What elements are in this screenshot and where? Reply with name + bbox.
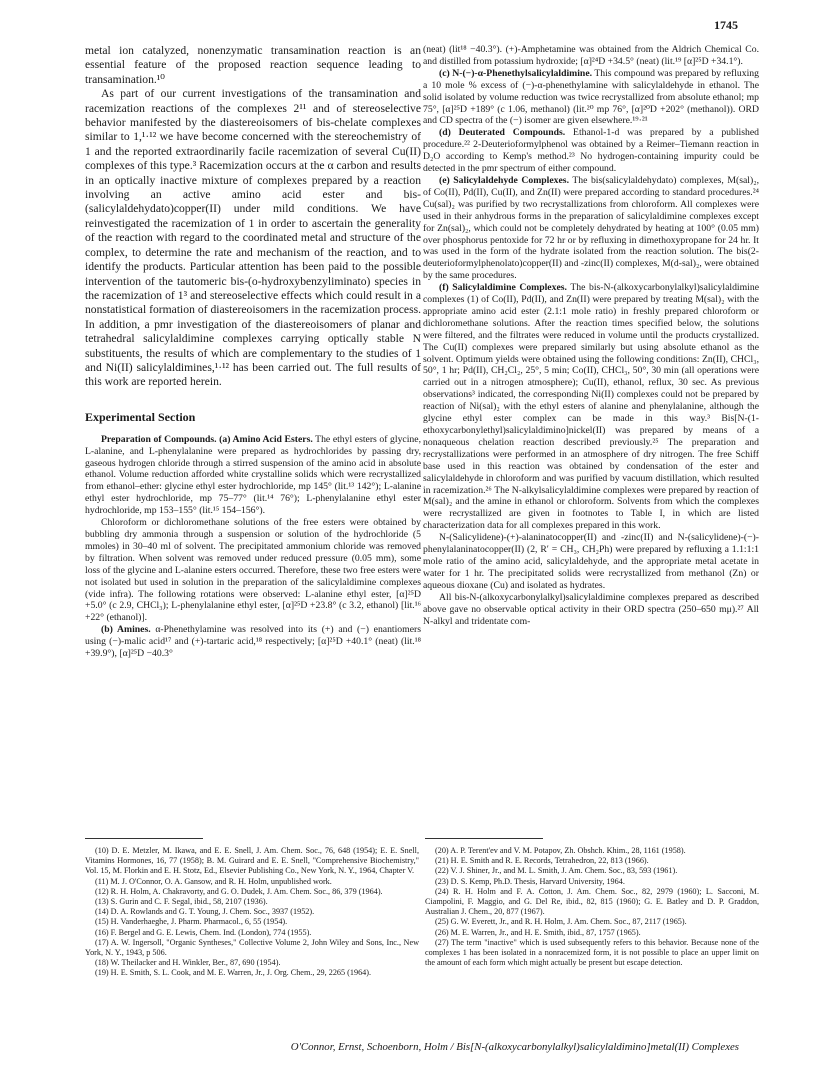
intro-paragraph: metal ion catalyzed, nonenzymatic transamination reaction is an essential feature of the proposed reaction sequence leading to transamination.¹⁰ (85, 44, 421, 86)
run-in-heading: (b) Amines. (101, 624, 151, 636)
deuterated-paragraph (423, 127, 759, 175)
run-in-heading: (f) Salicylaldimine Complexes. (439, 282, 567, 294)
footnote: (16) F. Bergel and G. E. Lewis, Chem. Ind. (London), 774 (1955). (95, 927, 312, 937)
paragraph-text: Ethanol-1-d was prepared by a published procedure.²² 2-Deuterioformylphenol was obtained by a Reimer–Tiemann reaction in D₂O according to Kemp's method.²³ No hydrogen-containing impurity could be detected in the pmr spectrum of either compound. (423, 127, 759, 175)
footnote: (27) The term "inactive" which is used subsequently refers to this behavior. Because none of the complexes 1 has been isolated in a nonracemized form, it is not possible to place an upper limit on the amount of each form which might actually be present but escape detection. (425, 937, 759, 968)
footnote-rule (425, 838, 543, 839)
footnote: (15) H. Vanderhaeghe, J. Pharm. Pharmacol., 6, 55 (1954). (95, 917, 288, 927)
preparation-paragraph (85, 434, 421, 517)
paragraph-text: The bis-N-(alkoxycarbonylalkyl)salicylaldimine complexes (1) of Co(II), Pd(II), and Zn(II) were prepared by treating M(sal)₂ with the appropriate amino acid ester (2.1:1 mole ratio) in freshly prepared chloroform or dichloromethane solutions. After the reaction times specified below, the solutions were filtered, and the filtrates were reduced in volume until the products crystallized. The Cu(II) complexes were prepared similarly but using absolute ethanol as the solvent. Optimum yields were obtained using the following conditions: Zn(II), CHCl₃, 50°, 1 hr; Pd(II), CH₂Cl₂, 25°, 5 min; Co(II), CHCl₃, 50°, 30 min (all operations were carried out in a nitrogen atmosphere); Cu(II), ethanol, reflux, 30 sec. As previous observations³ indicated, the corresponding Ni(II) complexes could not be prepared by reaction of Ni(sal)₂ with the ethyl esters of alanine and phenylalanine, although the glycine ethyl ester complex can be made in this way.³ Bis[N-(1-ethoxycarbonylethyl)salicylaldimino]nickel(II) was prepared by means of a nonaqueous chelation reaction described previously.²⁵ The preparation and recrystallizations were performed in an atmosphere of dry nitrogen. The free Schiff base used in this reaction was obtained by condensation of the ester and salicylaldehyde in chloroform and was purified by vacuum distillation, which resulted in racemization.²⁶ The N-alkylsalicylaldimine complexes were prepared by reaction of M(sal)₂ and the amine in ethanol or chloroform. Solvents from which the complexes were recrystallized are given in footnotes to Table I, in which are listed characterization data for all complexes prepared in this work. (423, 282, 759, 532)
amines-continuation: (neat) (lit¹⁸ −40.3°). (+)-Amphetamine was obtained from the Aldrich Chemical Co. and distilled from potassium hydroxide; [α]²⁴D +34.5° (neat) (lit.¹⁹ [α]²⁵D +34.1°). (423, 44, 759, 67)
footnote: (13) S. Gurin and C. F. Segal, ibid., 58, 2107 (1936). (95, 897, 268, 907)
run-in-heading: Preparation of Compounds. (a) Amino Acid Esters. (101, 433, 313, 445)
section-heading: Experimental Section (85, 409, 196, 424)
footnotes-left-column (85, 846, 419, 979)
footnote: (14) D. A. Rowlands and G. T. Young, J. Chem. Soc., 3937 (1952). (95, 907, 315, 917)
footnote: (17) A. W. Ingersoll, "Organic Syntheses," Collective Volume 2, John Wiley and Sons, Inc., New York, N. Y., 1943, p 506. (85, 937, 419, 958)
paragraph-text: The ethyl esters of glycine, L-alanine, and L-phenylalanine were prepared as hydrochlorides by passing dry, gaseous hydrogen chloride through a stirred suspension of the amino acid in absolute ethanol. Volume reduction afforded white crystalline solids which were recrystallized from ethanol–ether: glycine ethyl ester hydrochloride, mp 145° (lit.¹³ 142°); L-alanine ethyl ester hydrochloride, mp 75–77° (lit.¹⁴ 76°); L-phenylalanine ethyl ester hydrochloride, mp 153–155° (lit.¹⁵ 154–156°). (85, 433, 421, 517)
footnote: (22) V. J. Shiner, Jr., and M. L. Smith, J. Am. Chem. Soc., 83, 593 (1961). (435, 866, 678, 876)
salicylaldimine-paragraph (423, 282, 759, 532)
running-footer: O'Connor, Ernst, Schoenborn, Holm / Bis[N-(alkoxycarbonylalkyl)salicylaldimino]metal(II) Complexes (290, 1041, 739, 1053)
footnote-rule (85, 838, 203, 839)
right-column (423, 44, 759, 627)
amines-paragraph (85, 624, 421, 660)
paragraph-text: α-Phenethylamine was resolved into its (+) and (−) enantiomers using (−)-malic acid¹⁷ and (+)-tartaric acid,¹⁸ respectively; [α]²⁵D +40.1° (neat) (lit.¹⁸ +39.9°), [α]²⁵D −40.3° (85, 624, 421, 660)
paragraph-text: This compound was prepared by refluxing a 10 mole % excess of (−)-α-phenethylamine with salicylaldehyde in ethanol. The solid isolated by volume reduction was twice recrystallized from absolute ethanol; mp 75°, [α]²⁵D +189° (c 1.06, methanol) (lit.²⁰ mp 76°, [α]²⁰D +202° (methanol)). ORD and CD spectra of the (−) isomer are given elsewhere.¹⁹·²¹ (423, 67, 759, 127)
footnote: (21) H. E. Smith and R. E. Records, Tetrahedron, 22, 813 (1966). (435, 856, 649, 866)
phenethyl-paragraph (423, 68, 759, 128)
footnote: (23) D. S. Kemp, Ph.D. Thesis, Harvard University, 1964. (435, 876, 625, 886)
intro-paragraph: As part of our current investigations of the transamination and racemization reactions of the complexes 2¹¹ and of stereoselective behavior manifested by the diastereoisomers of bis-chelate complexes similar to 1,¹·¹² we have become concerned with the stereochemistry of 1 and the reported extraordinarily facile racemization of several Cu(II) complexes of this type.³ Racemization occurs at the α carbon and results in an optically inactive mixture of complexes prepared by a reaction involving an active amino acid ester and bis-(salicylaldehydato)copper(II) under mild conditions. We have reinvestigated the racemization of 1 in order to ascertain the generality of the reaction with regard to the coordinated metal and structure of the complex, to determine the rate and mechanism of the reaction, and to identify the products. Particular attention has been paid to the possible intervention of the tautomeric bis-(o-hydroxybenzyliminato) species in the racemization of 1³ and stereoselective effects which could result in a nonstatistical formation of diastereoisomers in the racemization process. In addition, a pmr investigation of the diastereoisomers of planar and tetrahedral salicylaldimine complexes carrying optically stable N substituents, the results of which are complementary to the studies of 1 and Ni(II) salicylaldimines,¹·¹² has been carried out. The full results of this work are reported herein. (85, 87, 421, 389)
footnote: (25) G. W. Everett, Jr., and R. H. Holm, J. Am. Chem. Soc., 87, 2117 (1965). (435, 917, 687, 927)
free-esters-paragraph: Chloroform or dichloromethane solutions of the free esters were obtained by bubbling dry ammonia through a suspension or solution of the hydrochloride (5 mmoles) in 30–40 ml of solvent. The precipitated ammonium chloride was removed by filtration. When solvent was removed under reduced pressure (0.05 mm), some loss of the glycine and L-alanine esters occurred. Therefore, these two free esters were not isolated but used in solution in the preparation of the salicylaldimine complexes (vide infra). The following rotations were observed: L-alanine ethyl ester, [α]²⁵D +5.0° (c 2.9, CHCl₃); L-phenylalanine ethyl ester, [α]²⁵D +23.8° (c 3.2, ethanol) [lit.¹⁶ +22° (ethanol)]. (85, 517, 421, 624)
footnote: (24) R. H. Holm and F. A. Cotton, J. Am. Chem. Soc., 82, 2979 (1960); L. Sacconi, M. Ciampolini, F. Maggio, and G. Del Re, ibid., 82, 815 (1960); G. E. Batley and D. P. Graddon, Australian J. Chem., 20, 877 (1967). (425, 886, 759, 917)
run-in-heading: (e) Salicylaldehyde Complexes. (439, 174, 570, 186)
run-in-heading: (c) N-(−)-α-Phenethylsalicylaldimine. (439, 67, 593, 79)
footnote: (11) M. J. O'Connor, O. A. Gansow, and R. H. Holm, unpublished work. (95, 876, 332, 886)
n-salicylidene-paragraph: N-(Salicylidene)-(+)-alaninatocopper(II) and -zinc(II) and N-(salicylidene)-(−)-phenylalaninatocopper(II) (2, R′ = CH₃, CH₂Ph) were prepared by refluxing a 1.1:1:1 mole ratio of the amino acid, salicylaldehyde, and the appropriate metal acetate in water for 1 hr. The precipitated solids were recrystallized from methanol (Zn) or aqueous dioxane (Cu) and isolated as hydrates. (423, 532, 759, 591)
footnote: (12) R. H. Holm, A. Chakravorty, and G. O. Dudek, J. Am. Chem. Soc., 86, 379 (1964). (95, 886, 383, 896)
run-in-heading: (d) Deuterated Compounds. (439, 127, 566, 139)
salicylaldehyde-paragraph (423, 175, 759, 282)
footnote: (18) W. Theilacker and H. Winkler, Ber., 87, 690 (1954). (95, 958, 281, 968)
footnotes-right-column (425, 846, 759, 968)
page-number: 1745 (714, 18, 738, 32)
paragraph-text: The bis(salicylaldehydato) complexes, M(sal)₂, of Co(II), Pd(II), Cu(II), and Zn(II) were prepared according to standard procedures.²⁴ Cu(sal)₂ was purified by two recrystallizations from chloroform. All complexes were used in their anhydrous forms in the preparation of salicylaldimine complexes except for Zn(sal)₂, which could not be completely dehydrated by heating at 100° (0.05 mm) over phosphorus pentoxide for 72 hr or by refluxing in dimethoxypropane for 24 hr. It was used in the form of the hydrate isolated from the reaction solution. The bis(2-deuterioformylphenolato)copper(II) and -zinc(II) complexes, M(d-sal)₂, were obtained by the same procedures. (423, 174, 759, 282)
footnote: (19) H. E. Smith, S. L. Cook, and M. E. Warren, Jr., J. Org. Chem., 29, 2265 (1964). (95, 968, 372, 978)
footnote: (26) M. E. Warren, Jr., and H. E. Smith, ibid., 87, 1757 (1965). (435, 927, 641, 937)
footnote: (10) D. E. Metzler, M. Ikawa, and E. E. Snell, J. Am. Chem. Soc., 76, 648 (1954); E. E. Snell, Vitamins Hormones, 16, 77 (1958); B. M. Guirard and E. E. Snell, "Comprehensive Biochemistry," Vol. 15, M. Florkin and E. H. Stotz, Ed., Elsevier Publishing Co., New York, N. Y., 1964, Chapter V. (85, 846, 419, 876)
optical-activity-paragraph: All bis-N-(alkoxycarbonylalkyl)salicylaldimine complexes prepared as described above gave no observable optical activity in their ORD spectra (250–650 mμ).²⁷ All N-alkyl and tridentate com- (423, 591, 759, 627)
left-column (85, 44, 421, 660)
footnote: (20) A. P. Terent'ev and V. M. Potapov, Zh. Obshch. Khim., 28, 1161 (1958). (435, 846, 686, 855)
